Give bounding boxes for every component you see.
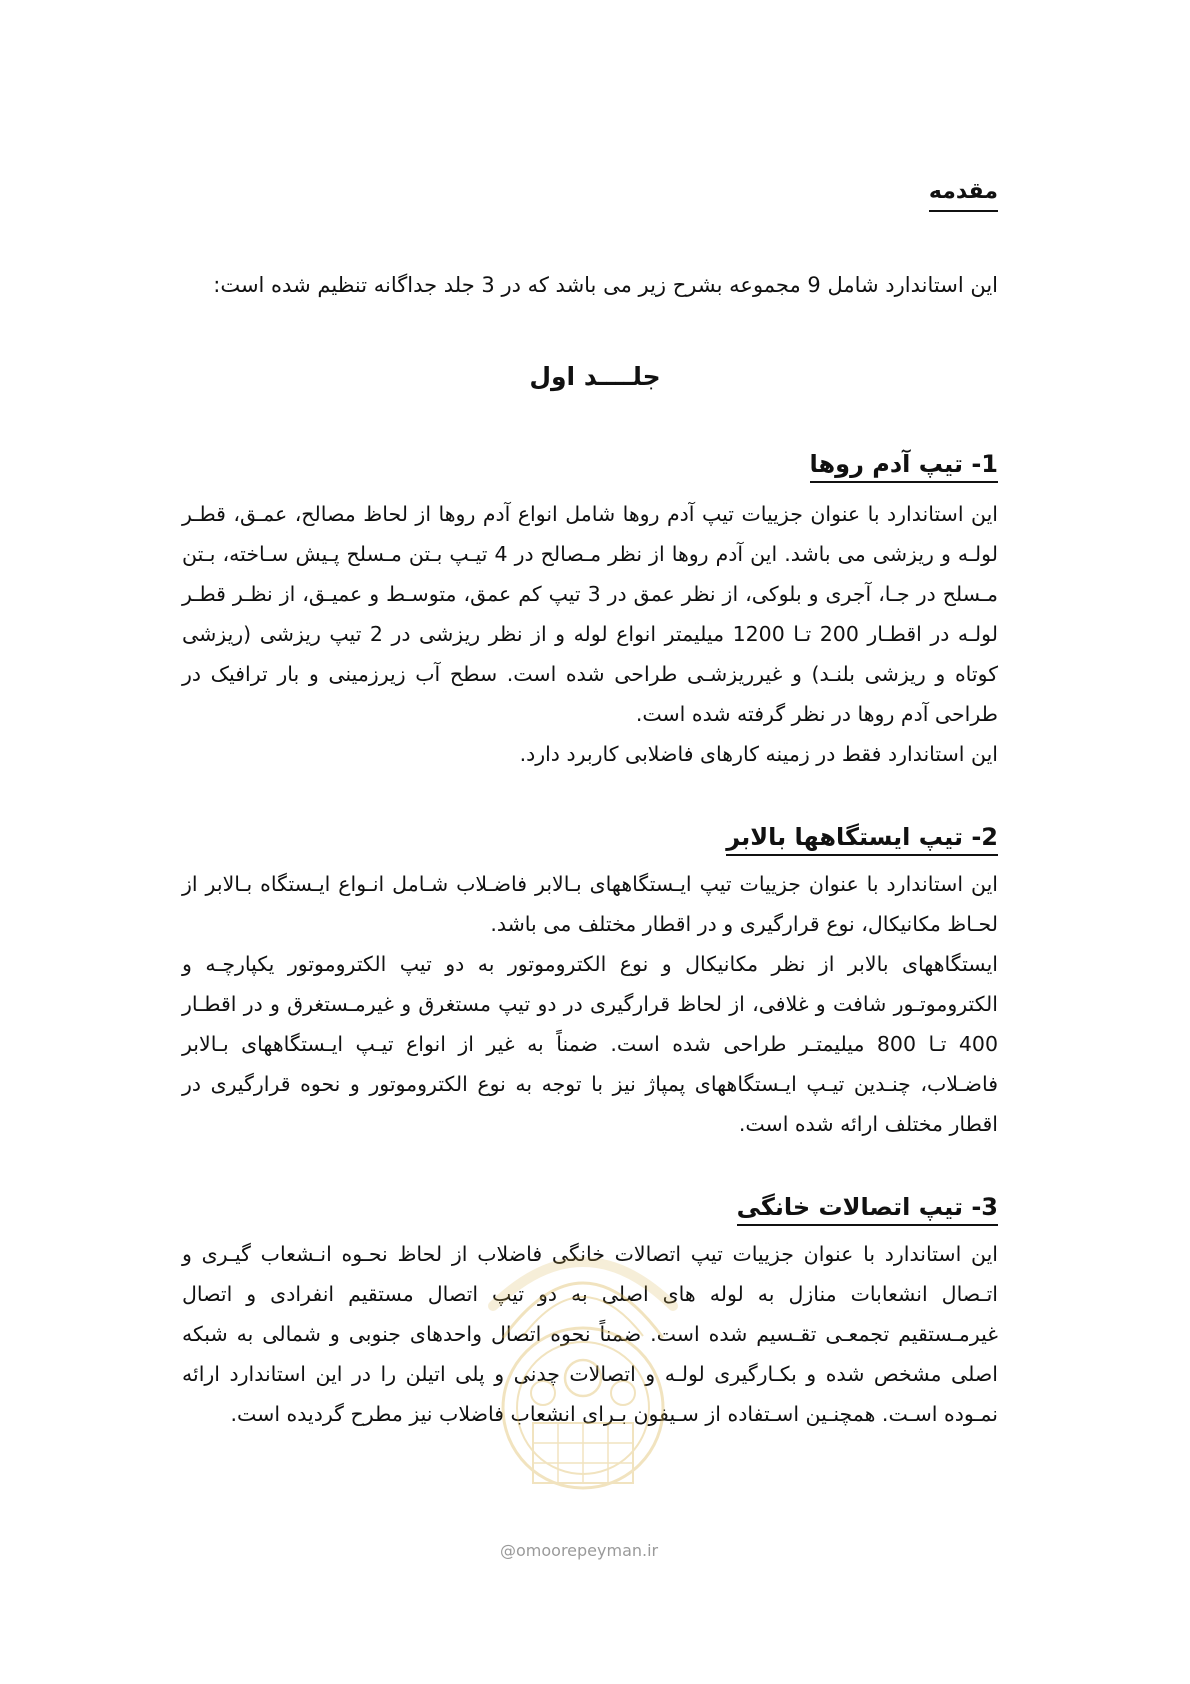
- section-heading-house-connections: 3- تیپ اتصالات خانگی: [737, 1192, 998, 1226]
- paragraph: این استاندارد با عنوان جزییات تیپ اتصالات خانگی فاضلاب از لحاظ نحـوه انـشعاب گیـری و اتـصال انشعابات منازل به لوله های اصلی به دو تیپ اتصال مستقیم انفرادی و اتصال غیرمـستقیم تجمعـی تقـسیم شده است. ضمناً نحوه اتصال واحدهای جنوبی و شمالی به شبکه اصلی مشخص شده و بکـارگیری لولـه و اتصالات چدنی و پلی اتیلن را در این استاندارد ارائه نمـوده اسـت. همچنـین اسـتفاده از سـیفون بـرای انشعاب فاضلاب نیز مطرح گردیده است.: [182, 1242, 998, 1426]
- section-body-house-connections: [182, 1234, 998, 1434]
- section-heading-manholes: 1- تیپ آدم روها: [810, 449, 998, 483]
- section-body-manholes: [182, 494, 998, 774]
- section-body-lift-stations: [182, 864, 998, 1144]
- paragraph: این استاندارد با عنوان جزییات تیپ ایـستگاههای بـالابر فاضـلاب شـامل انـواع ایـستگاه بـالابر از لحـاظ مکانیکال، نوع قرارگیری و در اقطار مختلف می باشد.: [182, 872, 998, 936]
- intro-text: این استاندارد شامل 9 مجموعه بشرح زیر می باشد که در 3 جلد جداگانه تنظیم شده است:: [213, 273, 998, 297]
- watermark-caption: @omoorepeyman.ir: [500, 1541, 659, 1560]
- section-heading-lift-stations: 2- تیپ ایستگاهها بالابر: [726, 822, 998, 856]
- paragraph: این استاندارد با عنوان جزییات تیپ آدم روها شامل انواع آدم روها از لحاظ مصالح، عمـق، قطـر لولـه و ریزشی می باشد. این آدم روها از نظر مـصالح در 4 تیـپ بـتن مـسلح پـیش سـاخته، بـتن مـسلح در جـا، آجری و بلوکی، از نظر عمق در 3 تیپ کم عمق، متوسـط و عمیـق، از نظـر قطـر لولـه در اقطـار 200 تـا 1200 میلیمتر انواع لوله و از نظر ریزشی در 2 تیپ ریزشی (ریزشی کوتاه و ریزشی بلنـد) و غیرریزشـی طراحی شده است. سطح آب زیرزمینی و بار ترافیک در طراحی آدم روها در نظر گرفته شده است.: [182, 502, 998, 726]
- volume-title: جلــــد اول: [529, 362, 661, 391]
- paragraph: این استاندارد فقط در زمینه کارهای فاضلابی کاربرد دارد.: [519, 742, 998, 766]
- intro-title: مقدمه: [929, 178, 998, 212]
- paragraph: ایستگاههای بالابر از نظر مکانیکال و نوع الکتروموتور به دو تیپ الکتروموتور یکپارچـه و الکترومو‌تـور شافت و غلافی، از لحاظ قرارگیری در دو تیپ مستغرق و غیرمـستغرق و در اقطـار 400 تـا 800 میلیمتـر طراحی شده است. ضمناً به غیر از انواع تیـپ ایـستگاههای بـالابر فاضـلاب، چنـدین تیـپ ایـستگاههای پمپاژ نیز با توجه به نوع الکتروموتور و نحوه قرارگیری در اقطار مختلف ارائه شده است.: [182, 952, 998, 1136]
